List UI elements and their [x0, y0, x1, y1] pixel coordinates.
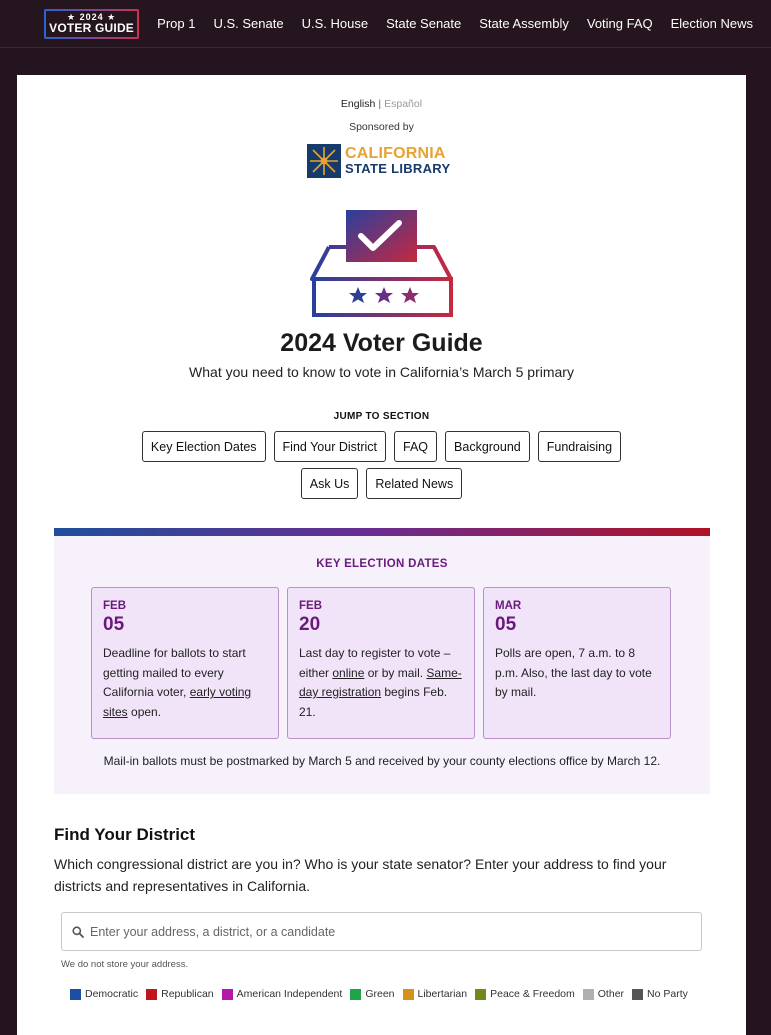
jump-related-news-button[interactable]: Related News	[366, 468, 462, 499]
privacy-note: We do not store your address.	[61, 959, 189, 970]
swatch	[403, 989, 414, 1000]
sponsor-line-2: STATE LIBRARY	[345, 161, 451, 176]
voter-guide-logo[interactable]	[44, 9, 139, 39]
legend-label: Democratic	[85, 988, 139, 1000]
sponsor-name	[345, 146, 451, 176]
ballot-box-icon	[309, 207, 459, 317]
sponsor-line-1: CALIFORNIA	[345, 145, 446, 162]
key-dates-heading: KEY ELECTION DATES	[316, 558, 448, 570]
sponsored-by-label: Sponsored by	[349, 121, 414, 133]
date-month: FEB	[103, 600, 126, 612]
legend-label: American Independent	[236, 988, 343, 1000]
nav-link-us-senate[interactable]: U.S. Senate	[213, 16, 284, 31]
legend-label: Republican	[161, 988, 214, 1000]
logo-title: VOTER GUIDE	[49, 20, 135, 35]
jump-faq-button[interactable]: FAQ	[394, 431, 437, 462]
register-online-link[interactable]: online	[332, 665, 365, 680]
legend-label: No Party	[647, 988, 688, 1000]
sunburst-icon	[307, 144, 341, 178]
date-day: 20	[299, 614, 321, 635]
early-voting-sites-link[interactable]: early voting sites	[103, 685, 252, 719]
legend-item-libertarian	[403, 988, 468, 1000]
main-card	[17, 75, 746, 1035]
key-election-dates-section	[54, 528, 710, 794]
swatch	[632, 989, 643, 1000]
lang-espanol[interactable]: Español	[384, 98, 423, 110]
date-description: Polls are open, 7 a.m. to 8 p.m. Also, the last day to vote by mail.	[495, 646, 652, 699]
gradient-divider	[54, 528, 710, 536]
date-day: 05	[103, 614, 125, 635]
desc-text: begins Feb. 21.	[299, 685, 448, 719]
jump-background-button[interactable]: Background	[445, 431, 530, 462]
lang-english[interactable]: English	[340, 98, 376, 110]
date-card-feb-20	[287, 587, 475, 739]
legend-label: Libertarian	[417, 988, 468, 1000]
nav-link-us-house[interactable]: U.S. House	[301, 16, 369, 31]
nav-link-state-assembly[interactable]: State Assembly	[479, 16, 569, 31]
swatch	[475, 989, 486, 1000]
same-day-registration-link[interactable]: Same-day registration	[299, 665, 462, 699]
date-month: MAR	[495, 600, 522, 612]
nav-link-state-senate[interactable]: State Senate	[386, 16, 462, 31]
district-search-box[interactable]	[61, 912, 702, 951]
jump-to-section-label: JUMP TO SECTION	[333, 411, 430, 422]
legend-label: Peace & Freedom	[490, 988, 575, 1000]
legend-item-green	[350, 988, 394, 1000]
legend-item-republican	[146, 988, 214, 1000]
desc-text: Deadline for ballots to start getting mailed to every California voter,	[103, 646, 246, 699]
party-legend	[70, 988, 696, 1000]
jump-buttons-row-2	[17, 468, 746, 499]
jump-find-your-district-button[interactable]: Find Your District	[274, 431, 386, 462]
find-your-district-description: Which congressional district are you in? Who is your state senator? Enter your address to find your districts and representatives in California.	[54, 856, 667, 894]
legend-item-peace-freedom	[475, 988, 575, 1000]
jump-key-election-dates-button[interactable]: Key Election Dates	[142, 431, 266, 462]
date-description	[103, 644, 267, 722]
swatch	[70, 989, 81, 1000]
swatch	[146, 989, 157, 1000]
page-subtitle: What you need to know to vote in California’s March 5 primary	[189, 364, 574, 380]
desc-text: Last day to register to vote – either	[299, 646, 451, 680]
california-state-library-logo[interactable]	[307, 143, 467, 179]
top-nav	[0, 0, 771, 48]
nav-link-voting-faq[interactable]: Voting FAQ	[586, 16, 653, 31]
address-search-input[interactable]	[90, 925, 680, 939]
swatch	[222, 989, 233, 1000]
jump-fundraising-button[interactable]: Fundraising	[538, 431, 621, 462]
swatch	[583, 989, 594, 1000]
date-day: 05	[495, 614, 517, 635]
date-card-feb-05	[91, 587, 279, 739]
legend-label: Green	[365, 988, 395, 1000]
legend-item-other	[583, 988, 624, 1000]
find-your-district-heading: Find Your District	[54, 825, 196, 844]
date-month: FEB	[299, 600, 322, 612]
logo-year: ★ 2024 ★	[67, 11, 117, 22]
page-title: 2024 Voter Guide	[280, 329, 483, 357]
legend-item-no-party	[632, 988, 688, 1000]
legend-label: Other	[597, 988, 625, 1000]
swatch	[350, 989, 361, 1000]
desc-text: or by mail.	[364, 665, 427, 680]
search-icon	[72, 926, 84, 938]
desc-text: open.	[127, 704, 162, 719]
jump-buttons-row-1	[17, 431, 746, 462]
legend-item-democratic	[70, 988, 138, 1000]
date-card-mar-05	[483, 587, 671, 739]
date-description	[299, 644, 463, 722]
lang-separator: |	[378, 98, 382, 110]
nav-link-election-news[interactable]: Election News	[670, 16, 753, 31]
mail-in-ballot-note: Mail-in ballots must be postmarked by March 5 and received by your county elections office by March 12.	[103, 754, 661, 768]
legend-item-american-independent	[222, 988, 343, 1000]
nav-link-prop-1[interactable]: Prop 1	[157, 16, 196, 31]
nav-links	[157, 16, 771, 31]
jump-ask-us-button[interactable]: Ask Us	[301, 468, 359, 499]
language-switcher	[17, 98, 746, 110]
